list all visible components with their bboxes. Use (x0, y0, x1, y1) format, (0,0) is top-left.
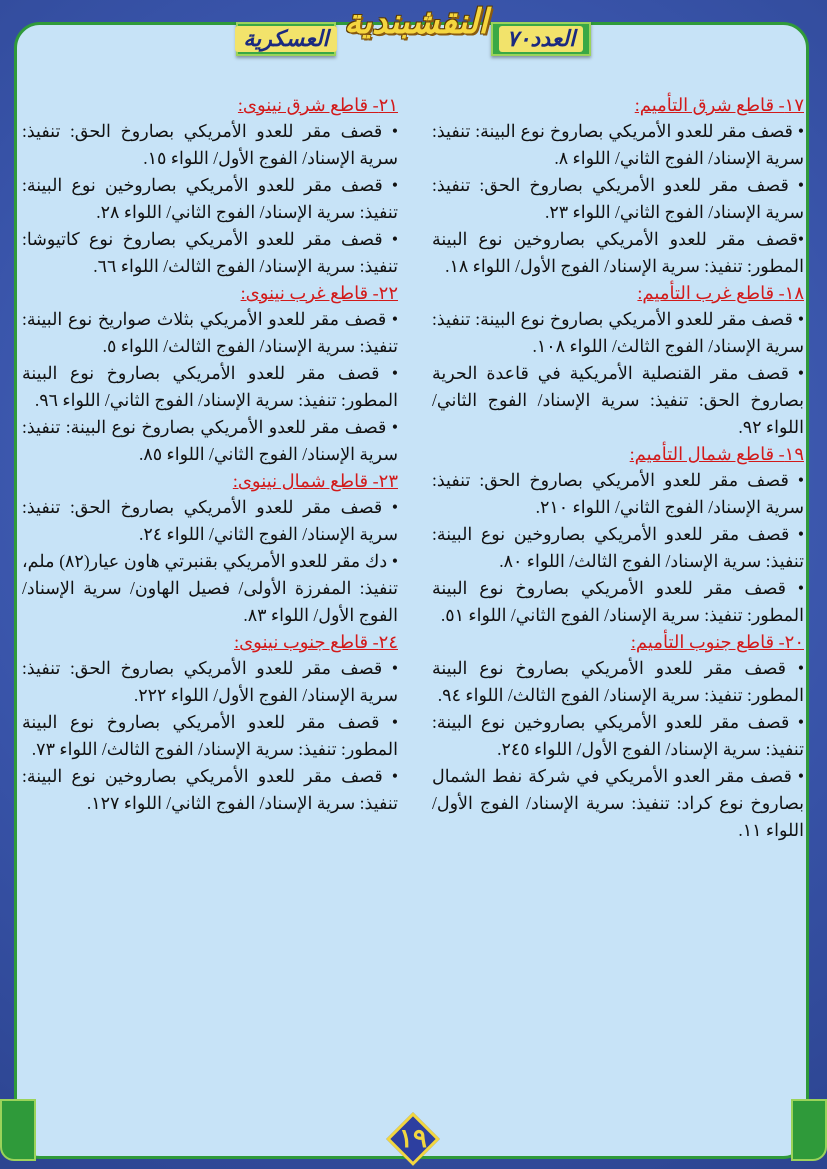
section-tab-label: العسكرية (235, 26, 336, 52)
section-north-tamim (432, 441, 804, 629)
masthead-logo: النقشبندية (344, 4, 488, 41)
section-west-nineveh (22, 280, 398, 468)
issue-number-tab (491, 22, 591, 56)
section-east-nineveh (22, 92, 398, 280)
page-number-badge (386, 1112, 440, 1166)
section-tab-military (236, 22, 336, 56)
list-item: • قصف مقر للعدو الأمريكي بثلاث صواريخ نوع البينة: تنفيذ: سرية الإسناد/ الفوج الثالث/ اللواء ٥. (22, 309, 398, 356)
list-item: • قصف مقر للعدو الأمريكي بصاروخ نوع البينة المطور: تنفيذ: سرية الإسناد/ الفوج الثالث/ اللواء ٩٤. (432, 658, 804, 705)
corner-ornament-left (0, 1099, 36, 1161)
section-north-nineveh (22, 468, 398, 629)
list-item: • قصف مقر للعدو الأمريكي بصاروخ الحق: تنفيذ: سرية الإسناد/ الفوج الثاني/ اللواء ٢٣. (432, 175, 804, 222)
left-column (22, 92, 398, 817)
list-item: • قصف مقر للعدو الأمريكي بصاروخ الحق: تنفيذ: سرية الإسناد/ الفوج الأول/ اللواء ١٥. (22, 121, 398, 168)
list-item: • قصف مقر للعدو الأمريكي بصاروخين نوع البينة: تنفيذ: سرية الإسناد/ الفوج الأول/ اللواء ٢٤٥. (432, 712, 804, 759)
page-number: ١٩ (399, 1124, 427, 1153)
corner-ornament-right (791, 1099, 827, 1161)
list-item: • قصف مقر العدو الأمريكي في شركة نفط الشمال بصاروخ نوع كراد: تنفيذ: سرية الإسناد/ الفوج الأول/ اللواء ١١. (432, 766, 804, 840)
section-title: ٢٢- قاطع غرب نينوى: (240, 283, 398, 303)
list-item: • قصف مقر القنصلية الأمريكية في قاعدة الحرية بصاروخ الحق: تنفيذ: سرية الإسناد/ الفوج الثاني/ اللواء ٩٢. (432, 363, 804, 437)
list-item: • دك مقر للعدو الأمريكي بقنبرتي هاون عيار(٨٢) ملم، تنفيذ: المفرزة الأولى/ فصيل الهاون/ سرية الإسناد/ الفوج الأول/ اللواء ٨٣. (22, 551, 398, 625)
list-item: • قصف مقر للعدو الأمريكي بصاروخين نوع البينة: تنفيذ: سرية الإسناد/ الفوج الثاني/ اللواء ٢٨. (22, 175, 398, 222)
section-title: ٢١- قاطع شرق نينوى: (237, 95, 398, 115)
list-item: • قصف مقر للعدو الأمريكي بصاروخ نوع البينة: تنفيذ: سرية الإسناد/ الفوج الثاني/ اللواء ٨٥. (22, 417, 398, 464)
section-west-tamim (432, 280, 804, 441)
right-column (432, 92, 804, 844)
list-item: • قصف مقر للعدو الأمريكي بصاروخ نوع البينة: تنفيذ: سرية الإسناد/ الفوج الثاني/ اللواء ٨. (432, 121, 804, 168)
list-item: • قصف مقر للعدو الأمريكي بصاروخ نوع البينة المطور: تنفيذ: سرية الإسناد/ الفوج الثاني/ اللواء ٥١. (432, 578, 804, 625)
section-south-nineveh (22, 629, 398, 817)
section-title: ٢٠- قاطع جنوب التأميم: (630, 632, 804, 652)
section-title: ٢٤- قاطع جنوب نينوى: (234, 632, 398, 652)
list-item: • قصف مقر للعدو الأمريكي بصاروخ الحق: تنفيذ: سرية الإسناد/ الفوج الثاني/ اللواء ٢١٠. (432, 470, 804, 517)
issue-number-label: العدد٧٠ (499, 26, 583, 52)
list-item: •قصف مقر للعدو الأمريكي بصاروخين نوع البينة المطور: تنفيذ: سرية الإسناد/ الفوج الأول/ اللواء ١٨. (432, 229, 804, 276)
section-south-tamim (432, 629, 804, 844)
section-title: ١٧- قاطع شرق التأميم: (634, 95, 804, 115)
section-title: ١٩- قاطع شمال التأميم: (629, 444, 804, 464)
section-title: ١٨- قاطع غرب التأميم: (637, 283, 804, 303)
section-title: ٢٣- قاطع شمال نينوى: (232, 471, 398, 491)
list-item: • قصف مقر للعدو الأمريكي بصاروخ نوع البينة المطور: تنفيذ: سرية الإسناد/ الفوج الثالث/ اللواء ٧٣. (22, 712, 398, 759)
list-item: • قصف مقر للعدو الأمريكي بصاروخ الحق: تنفيذ: سرية الإسناد/ الفوج الأول/ اللواء ٢٢٢. (22, 658, 398, 705)
list-item: • قصف مقر للعدو الأمريكي بصاروخين نوع البينة: تنفيذ: سرية الإسناد/ الفوج الثالث/ اللواء ٨٠. (432, 524, 804, 571)
list-item: • قصف مقر للعدو الأمريكي بصاروخين نوع البينة: تنفيذ: سرية الإسناد/ الفوج الثاني/ اللواء ١٢٧. (22, 766, 398, 813)
list-item: • قصف مقر للعدو الأمريكي بصاروخ نوع البينة المطور: تنفيذ: سرية الإسناد/ الفوج الثاني/ اللواء ٩٦. (22, 363, 398, 410)
list-item: • قصف مقر للعدو الأمريكي بصاروخ نوع البينة: تنفيذ: سرية الإسناد/ الفوج الثالث/ اللواء ١٠٨. (432, 309, 804, 356)
section-east-tamim (432, 92, 804, 280)
list-item: • قصف مقر للعدو الأمريكي بصاروخ الحق: تنفيذ: سرية الإسناد/ الفوج الثاني/ اللواء ٢٤. (22, 497, 398, 544)
list-item: • قصف مقر للعدو الأمريكي بصاروخ نوع كاتيوشا: تنفيذ: سرية الإسناد/ الفوج الثالث/ اللواء ٦٦. (22, 229, 398, 276)
